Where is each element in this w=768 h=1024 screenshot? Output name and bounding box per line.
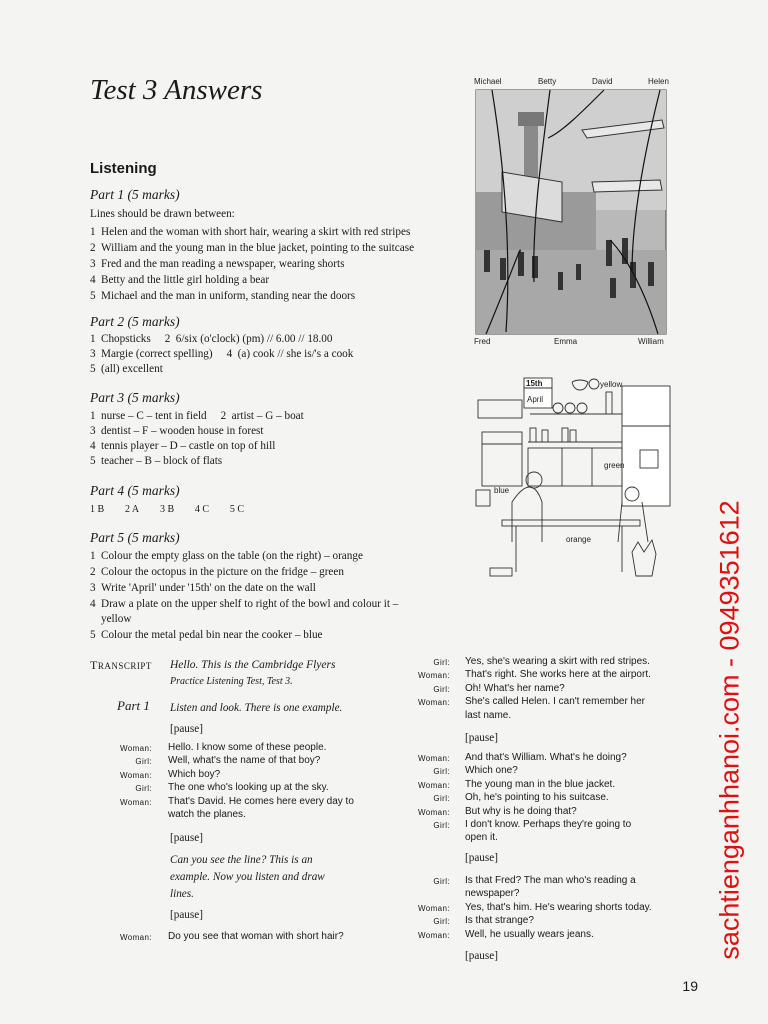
item-number: 4 xyxy=(90,274,96,286)
list-item xyxy=(90,242,414,255)
speaker: Girl: xyxy=(433,877,450,886)
airport-name-label: Fred xyxy=(474,337,491,346)
answer-line xyxy=(90,410,304,423)
utterance: And that's William. What's he doing? xyxy=(465,752,627,763)
airport-name-label: David xyxy=(592,77,613,86)
utterance: But why is he doing that? xyxy=(465,805,577,817)
transcript-label-rest: RANSCRIPT xyxy=(97,661,152,671)
page-number: 19 xyxy=(682,978,698,994)
part4-answer: 1 B xyxy=(90,504,105,515)
item-text: William and the young man in the blue jacket, pointing to the suitcase xyxy=(101,242,415,254)
utterance: Oh! What's her name? xyxy=(465,682,565,694)
speaker: Girl: xyxy=(433,684,450,694)
pause-note: [pause] xyxy=(170,909,203,921)
speaker: Girl: xyxy=(433,658,450,667)
utterance: I don't know. Perhaps they're going to xyxy=(465,819,632,830)
item-number: 5 xyxy=(90,629,96,641)
part4-answer: 4 C xyxy=(194,504,210,515)
airport-picture xyxy=(472,72,672,348)
item-text: 6/six (o'clock) (pm) // 6.00 // 18.00 xyxy=(175,333,333,345)
colour-label: yellow xyxy=(600,380,623,389)
item-number: 1 xyxy=(90,226,96,238)
pause-note: [pause] xyxy=(465,950,498,962)
date-day: 15th xyxy=(526,379,543,388)
item-text: Draw a plate on the upper shelf to right of the bowl and colour it – xyxy=(101,598,399,610)
watermark-text: sachtienganhhanoi.com - 0949351612 xyxy=(714,500,745,960)
speaker: Woman: xyxy=(417,903,450,913)
utterance: Oh, he's pointing to his suitcase. xyxy=(465,792,609,804)
answer-line xyxy=(90,455,222,468)
item-number: 2 xyxy=(90,566,96,578)
list-item xyxy=(90,629,323,642)
utterance: That's right. She works here at the airport. xyxy=(465,669,651,681)
speaker: Girl: xyxy=(433,821,450,830)
item-text: (a) cook // she is/'s a cook xyxy=(237,348,354,360)
item-number: 3 xyxy=(90,582,96,594)
kitchen-picture xyxy=(472,372,672,582)
part4-answer: 2 A xyxy=(124,504,140,515)
pause-note: [pause] xyxy=(465,852,498,864)
item-text: Colour the octopus in the picture on the fridge – green xyxy=(101,566,344,578)
item-number: 5 xyxy=(90,363,96,375)
speaker: Woman: xyxy=(417,780,450,790)
item-text: dentist – F – wooden house in forest xyxy=(101,425,264,437)
list-item xyxy=(90,598,398,611)
speaker: Girl: xyxy=(433,917,450,927)
utterance: Well, what's the name of that boy? xyxy=(168,755,321,767)
item-text: artist – G – boat xyxy=(231,410,304,422)
date-month: April xyxy=(527,395,544,404)
utterance: She's called Helen. I can't remember her xyxy=(465,696,646,708)
page-title: Test 3 Answers xyxy=(90,74,263,106)
part5-heading: Part 5 (5 marks) xyxy=(90,530,180,545)
airport-name-label: Betty xyxy=(538,77,557,86)
pause-note: [pause] xyxy=(170,723,203,735)
item-text: (all) excellent xyxy=(101,363,163,375)
item-text: tennis player – D – castle on top of hill xyxy=(101,440,276,452)
utterance: Which boy? xyxy=(168,768,221,780)
watermark xyxy=(710,480,750,980)
utterance: newspaper? xyxy=(465,888,520,900)
colour-label: blue xyxy=(494,486,510,495)
item-number: 3 xyxy=(90,258,96,270)
list-item xyxy=(90,566,344,579)
item-number: 2 xyxy=(164,333,171,345)
part1-heading: Part 1 (5 marks) xyxy=(90,187,180,202)
part-instruction: Listen and look. There is one example. xyxy=(170,702,343,714)
utterance: Which one? xyxy=(465,765,518,777)
part3-heading: Part 3 (5 marks) xyxy=(90,390,180,405)
list-item xyxy=(90,274,269,287)
utterance: Yes, she's wearing a skirt with red stripes. xyxy=(465,656,650,667)
item-text: Colour the metal pedal bin near the cooker – blue xyxy=(101,629,323,641)
list-item xyxy=(90,550,363,563)
item-number: 3 xyxy=(90,425,96,437)
part4-answer: 3 B xyxy=(159,504,175,515)
transcript-intro-line: Hello. This is the Cambridge Flyers xyxy=(170,659,336,671)
item-number: 3 xyxy=(90,348,96,360)
item-text: Helen and the woman with short hair, wearing a skirt with red stripes xyxy=(101,226,411,238)
item-number: 1 xyxy=(90,410,96,422)
instruction-line: lines. xyxy=(170,888,194,900)
speaker: Girl: xyxy=(433,794,450,804)
utterance: That's David. He comes here every day to xyxy=(168,795,354,807)
airport-name-label: Helen xyxy=(648,77,669,86)
item-number: 4 xyxy=(90,598,96,610)
utterance: Is that Fred? The man who's reading a xyxy=(465,875,636,886)
speaker: Girl: xyxy=(135,757,152,767)
speaker: Woman: xyxy=(417,930,450,940)
utterance: The young man in the blue jacket. xyxy=(465,778,616,790)
speaker: Woman: xyxy=(417,698,450,708)
item-number: 5 xyxy=(90,455,96,467)
item-number: 4 xyxy=(226,348,233,360)
item-number: 4 xyxy=(90,440,96,452)
item-text: Fred and the man reading a newspaper, wearing shorts xyxy=(101,258,345,270)
airport-name-label: William xyxy=(638,337,664,346)
instruction-line: Can you see the line? This is an xyxy=(170,854,313,866)
pause-note: [pause] xyxy=(465,732,498,744)
answer-line xyxy=(90,333,333,346)
part4-answer: 5 C xyxy=(229,504,245,515)
speaker: Woman: xyxy=(119,933,152,942)
part4-answers xyxy=(90,503,262,516)
speaker: Girl: xyxy=(135,784,152,794)
airport-name-label: Michael xyxy=(474,77,502,86)
part2-heading: Part 2 (5 marks) xyxy=(90,314,180,329)
part4-heading: Part 4 (5 marks) xyxy=(90,483,180,498)
item-number: 5 xyxy=(90,290,96,302)
section-heading: Listening xyxy=(90,160,157,177)
speaker: Girl: xyxy=(433,767,450,777)
item-text: Chopsticks xyxy=(101,333,151,345)
speaker: Woman: xyxy=(417,754,450,763)
speaker: Woman: xyxy=(119,770,152,780)
utterance: Yes, that's him. He's wearing shorts today. xyxy=(465,901,652,913)
item-number: 2 xyxy=(90,242,96,254)
pause-note: [pause] xyxy=(170,832,203,844)
list-item xyxy=(90,258,344,271)
utterance: Hello. I know some of these people. xyxy=(168,742,327,753)
utterance: Do you see that woman with short hair? xyxy=(168,931,344,942)
instruction-line: example. Now you listen and draw xyxy=(170,871,325,883)
answer-line xyxy=(90,348,353,361)
item-text: nurse – C – tent in field xyxy=(101,410,207,422)
list-item xyxy=(90,582,316,595)
answer-line xyxy=(90,440,275,453)
part1-intro: Lines should be drawn between: xyxy=(90,208,235,220)
utterance: Is that strange? xyxy=(465,915,534,927)
answer-line xyxy=(90,363,163,376)
utterance: Well, he usually wears jeans. xyxy=(465,928,594,940)
item-number: 1 xyxy=(90,333,96,345)
item-text: Betty and the little girl holding a bear xyxy=(101,274,270,286)
list-item-continued: yellow xyxy=(101,613,132,625)
speaker: Woman: xyxy=(417,807,450,817)
item-text: Michael and the man in uniform, standing near the doors xyxy=(101,290,356,302)
utterance: last name. xyxy=(465,709,512,721)
answer-line xyxy=(90,425,264,438)
speaker: Woman: xyxy=(119,797,152,807)
item-text: teacher – B – block of flats xyxy=(101,455,223,467)
utterance: The one who's looking up at the sky. xyxy=(168,782,329,794)
airport-name-label: Emma xyxy=(554,337,578,346)
item-text: Write 'April' under '15th' on the date on the wall xyxy=(101,582,316,594)
utterance: watch the planes. xyxy=(168,809,246,820)
colour-label: orange xyxy=(566,535,591,544)
colour-label: green xyxy=(604,461,625,470)
transcript-label: TRANSCRIPT xyxy=(90,658,152,672)
item-text: Colour the empty glass on the table (on the right) – orange xyxy=(101,550,363,562)
part-label: Part 1 xyxy=(117,698,150,713)
transcript-intro-line: Practice Listening Test, Test 3. xyxy=(170,676,293,687)
item-number: 2 xyxy=(220,410,227,422)
utterance: open it. xyxy=(465,832,498,844)
list-item xyxy=(90,226,410,239)
item-text: Margie (correct spelling) xyxy=(101,348,213,360)
speaker: Woman: xyxy=(417,671,450,681)
speaker: Woman: xyxy=(119,744,152,753)
list-item xyxy=(90,290,355,303)
item-number: 1 xyxy=(90,550,96,562)
